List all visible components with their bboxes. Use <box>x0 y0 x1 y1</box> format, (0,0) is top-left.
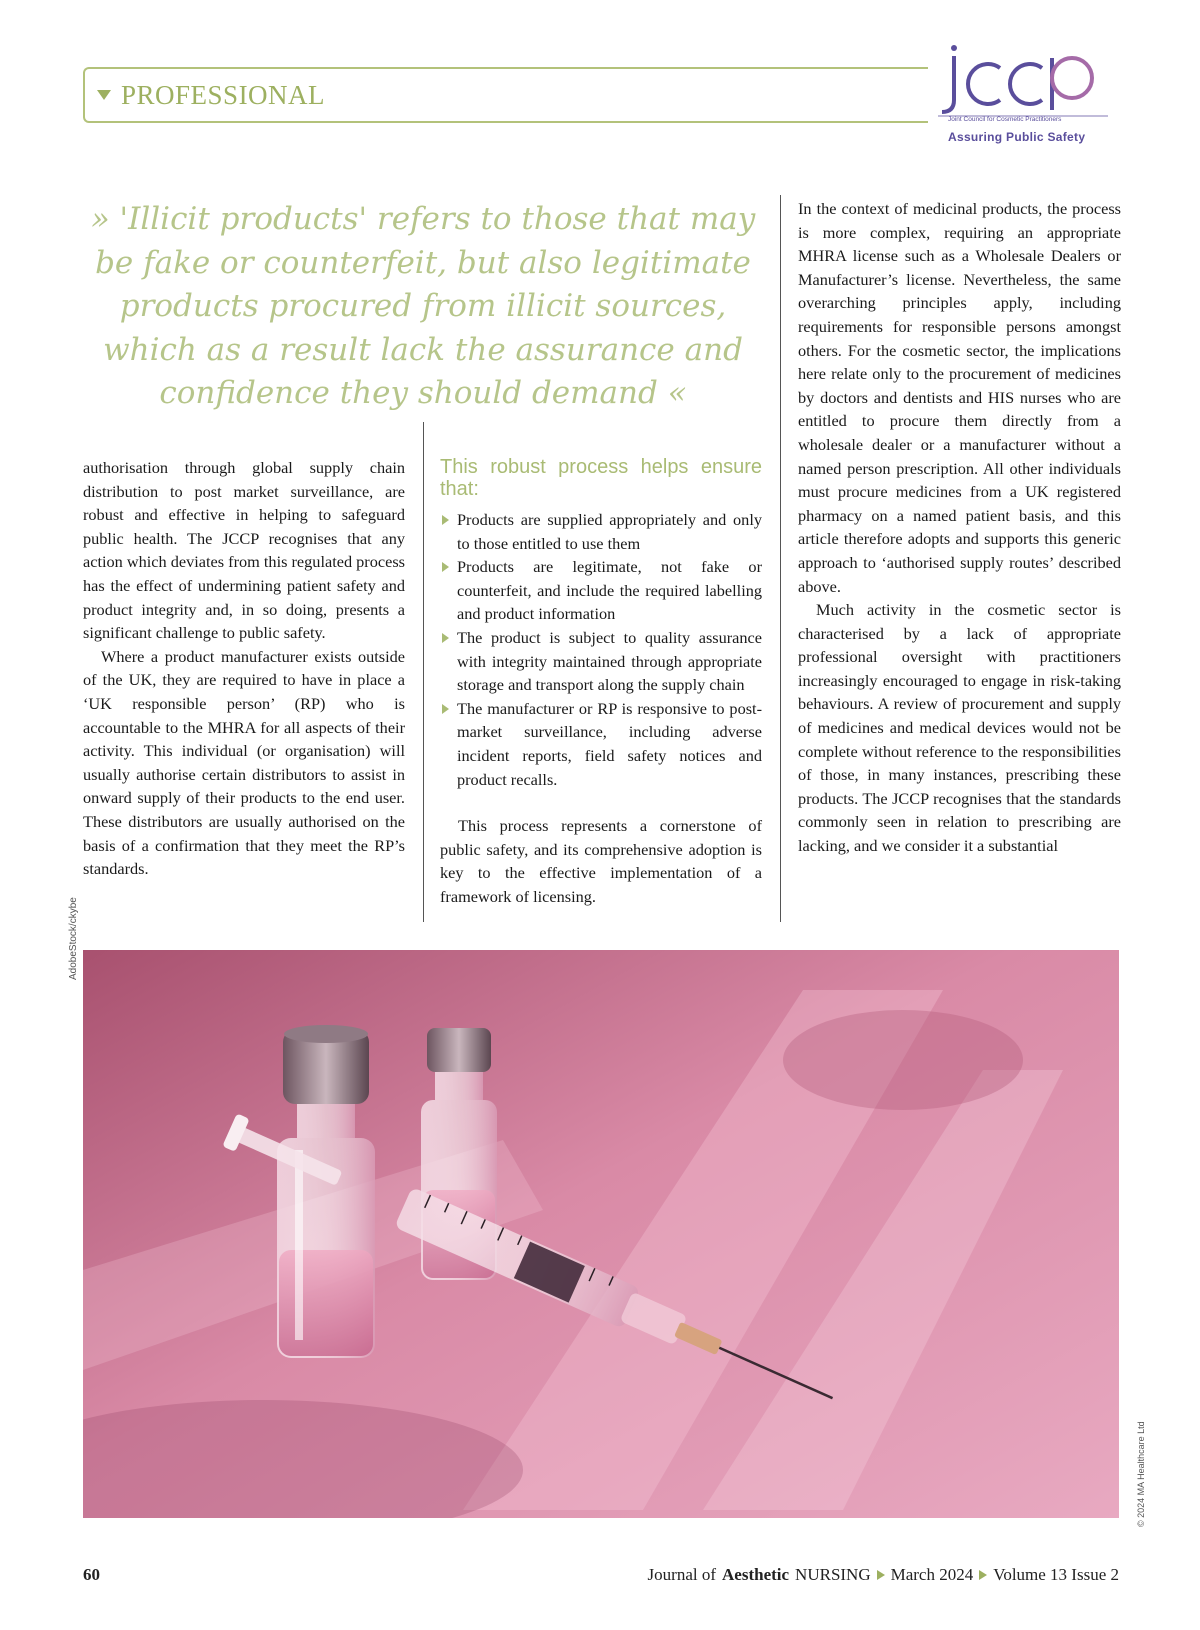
section-label: PROFESSIONAL <box>121 79 326 110</box>
journal-footer <box>648 1565 1119 1585</box>
separator-triangle-icon <box>877 1570 885 1580</box>
separator-triangle-icon <box>979 1570 987 1580</box>
paragraph: This process represents a cornerstone of public safety, and its comprehensive adoption is key to the effective implementation of a framework of licensing. <box>440 816 762 906</box>
bullet-list <box>440 508 762 791</box>
paragraph: In the context of medicinal products, the process is more complex, requiring an appropriate MHRA license such as a Wholesale Dealers or Manufacturer’s license. Nevertheless, the same overarching principles apply, including requirements for responsible persons amongst others. For the cosmetic sector, the implications here relate only to the procurement of medicines by doctors and dentists and HIS nurses who are entitled to procure them directly from a wholesale dealer or a manufacturer without a named person prescription. All other individuals must procure medicines from a UK registered pharmacy on a named patient basis, and this article therefore adopts and supports this generic approach to ‘authorised supply routes’ described above. <box>798 199 1121 596</box>
copyright-notice: © 2024 MA Healthcare Ltd <box>1136 1421 1146 1527</box>
logo-subtitle: Joint Council for Cosmetic Practitioners <box>948 116 1062 123</box>
logo-tagline: Assuring Public Safety <box>948 130 1086 144</box>
column-divider <box>423 422 424 922</box>
paragraph: authorisation through global supply chain distribution to post market surveillance, are robust and effective in helping to safeguard public health. The JCCP recognises that any action which deviates from this regulated process has the effect of undermining patient safety and product integrity and, in so doing, presents a significant challenge to public safety. <box>83 458 405 643</box>
journal-suffix: NURSING <box>795 1565 871 1584</box>
image-credit: AdobeStock/ckybe <box>68 897 79 980</box>
box-heading: This robust process helps ensure that: <box>440 456 762 500</box>
jccp-logo <box>938 40 1108 154</box>
column-divider <box>780 195 781 922</box>
column-3 <box>798 197 1121 858</box>
pull-quote: » 'Illicit products' refers to those that may be fake or counterfeit, but also legitimate products procured from illicit sources, which as a result lack the assurance and confidence they should demand « <box>90 201 756 411</box>
section-header <box>83 67 928 123</box>
column-2 <box>440 456 762 909</box>
list-item: Products are supplied appropriately and only to those entitled to use them <box>440 508 762 555</box>
column-1 <box>83 456 405 881</box>
vials-syringe-photo <box>83 950 1119 1518</box>
paragraph: Much activity in the cosmetic sector is characterised by a lack of appropriate professional oversight with practitioners increasingly encouraged to engage in risk-taking behaviours. A review of procurement and supply of medicines and medical devices would not be complete without reference to the responsibilities of those, in many instances, prescribing these products. The JCCP recognises that the standards commonly seen in relation to prescribing are lacking, and we consider it a substantial <box>798 600 1121 856</box>
journal-prefix: Journal of <box>647 1565 717 1584</box>
page-number: 60 <box>83 1565 100 1584</box>
list-item: Products are legitimate, not fake or counterfeit, and include the required labelling and product information <box>440 555 762 626</box>
list-item: The manufacturer or RP is responsive to post-market surveillance, including adverse incident reports, field safety notices and product recalls. <box>440 697 762 791</box>
paragraph: Where a product manufacturer exists outside of the UK, they are required to have in place a ‘UK responsible person’ (RP) who is accountable to the MHRA for all aspects of their activity. This individual (or organisation) will usually authorise certain distributors to assist in onward supply of their products to the end user. These distributors are usually authorised on the basis of a confirmation that they meet the RP’s standards. <box>83 646 405 879</box>
jccp-logo-mark <box>938 40 1108 120</box>
list-item: The product is subject to quality assurance with integrity maintained through appropriate storage and transport along the supply chain <box>440 626 762 697</box>
vial-front <box>277 1025 375 1358</box>
volume-issue: Volume 13 Issue 2 <box>993 1565 1119 1584</box>
triangle-down-icon <box>97 90 111 100</box>
photo-illustration <box>83 950 1119 1518</box>
journal-name-bold: Aesthetic <box>722 1565 790 1584</box>
issue-date: March 2024 <box>890 1565 974 1584</box>
